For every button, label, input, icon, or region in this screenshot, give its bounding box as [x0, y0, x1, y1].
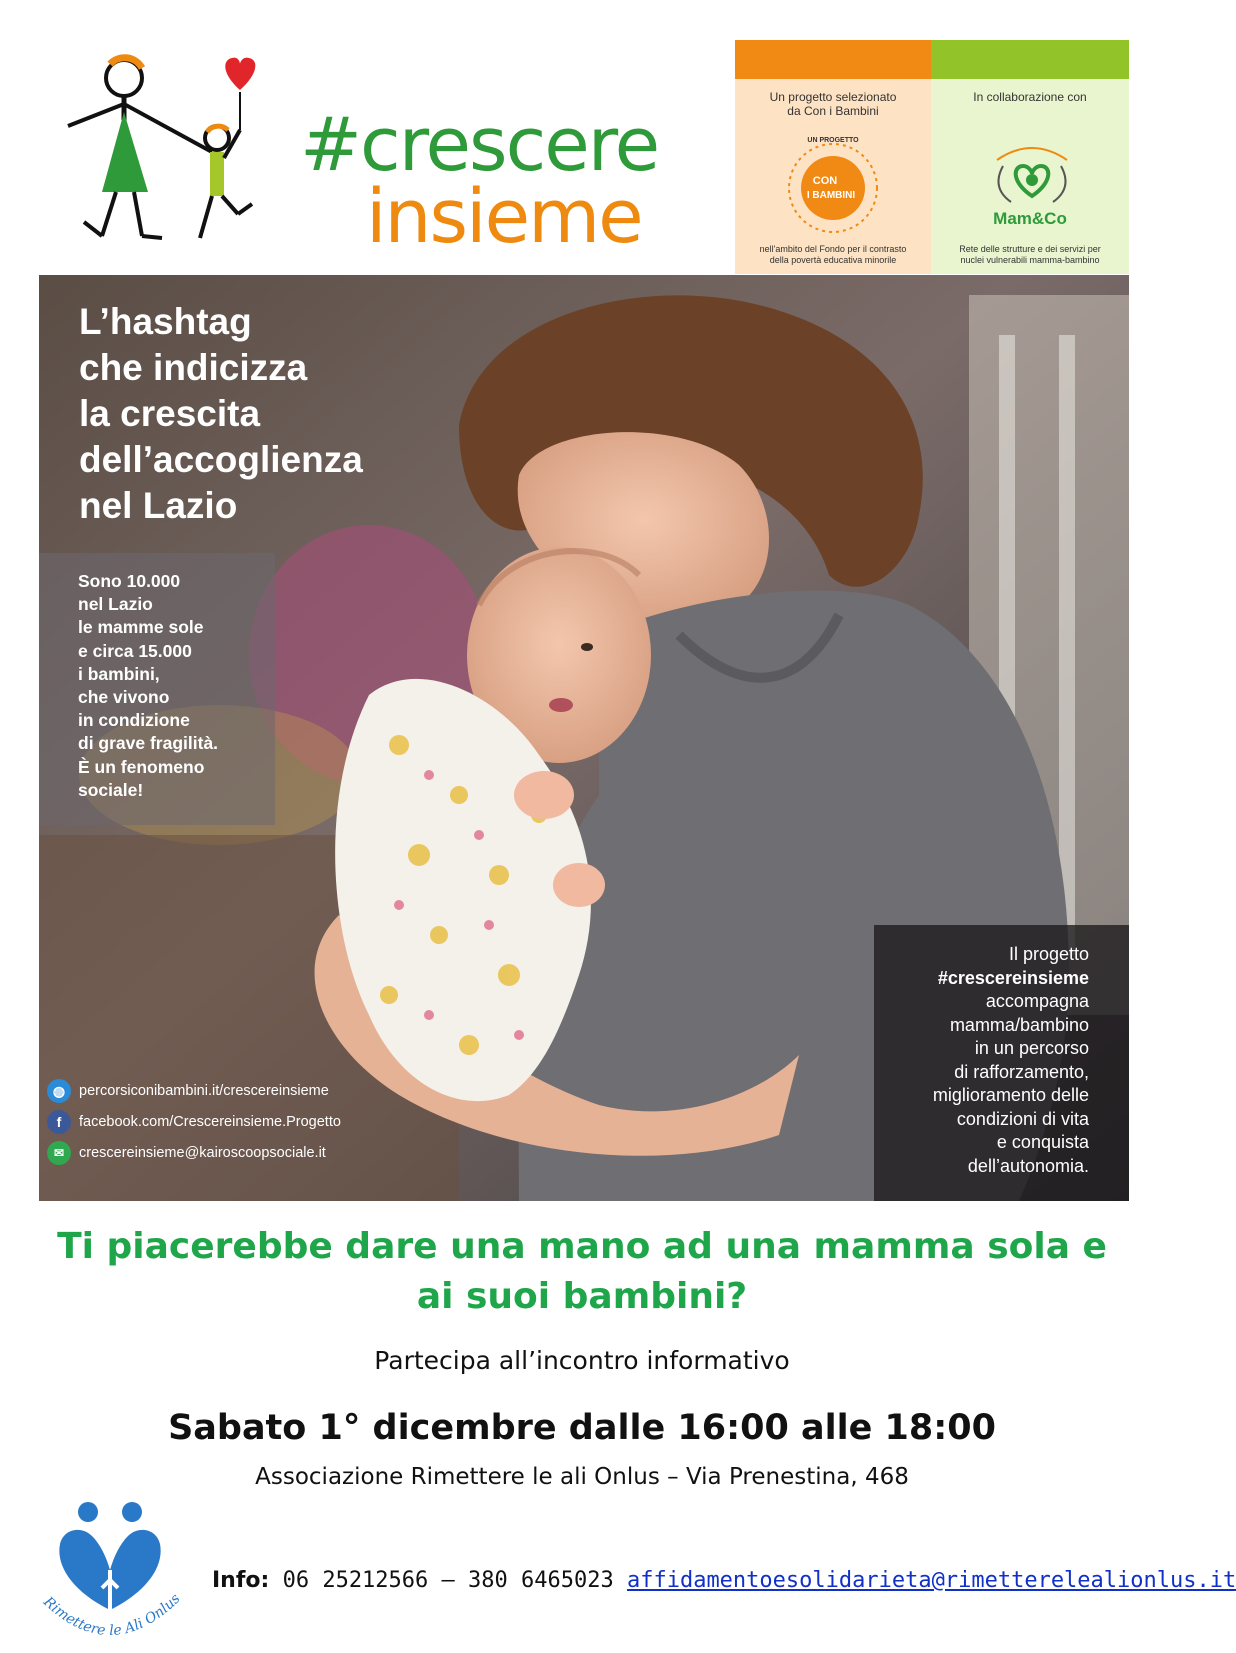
project-description: [849, 943, 1089, 1178]
crescere-insieme-figures-logo: [62, 52, 282, 262]
stats-text: Sono 10.000 nel Lazio le mamme sole e circa 15.000 i bambini, che vivono in condizione di grave fragilità. È un fenomeno sociale!: [78, 571, 219, 800]
mam-and-co-name: Mam&Co: [993, 209, 1067, 228]
project-line: miglioramento delle: [932, 1085, 1089, 1105]
headline-line: dell’accoglienza: [79, 439, 363, 480]
logo-line-2: insieme: [366, 174, 642, 260]
headline-line: la crescita: [79, 393, 261, 434]
project-line: e conquista: [996, 1132, 1089, 1152]
project-hashtag: #crescereinsieme: [937, 967, 1089, 988]
green-bar: [931, 40, 1129, 79]
event-date: Sabato 1° dicembre dalle 16:00 alle 18:00: [168, 1408, 996, 1448]
logo-line-1: #crescere: [300, 102, 659, 188]
info-email-link[interactable]: affidamentoesolidarieta@rimetterelealionlus.it: [626, 1568, 1236, 1593]
badge-main-2: I BAMBINI: [806, 190, 856, 201]
mail-icon: ✉: [47, 1141, 71, 1165]
ali-logo-text: Rimettere le Ali Onlus: [40, 1590, 184, 1640]
con-i-bambini-panel: [735, 40, 931, 274]
contact-website[interactable]: [47, 1077, 329, 1105]
mam-and-co-logo-icon: [987, 140, 1077, 210]
project-line: in un percorso: [974, 1038, 1089, 1058]
headline-line: L’hashtag: [79, 301, 252, 342]
event-address: [0, 1464, 1164, 1490]
project-line: dell’autonomia.: [967, 1155, 1089, 1176]
project-line: di rafforzamento,: [954, 1061, 1089, 1082]
headline-line: che indicizza: [79, 347, 308, 388]
project-line: accompagna: [985, 991, 1089, 1011]
contact-email-text: crescereinsieme@kairoscoopsociale.it: [79, 1145, 326, 1161]
rimettere-le-ali-logo: [30, 1500, 200, 1650]
info-label: Info:: [212, 1568, 270, 1593]
info-phones: 06 25212566 – 380 6465023: [269, 1568, 627, 1593]
badge-top-text: UN PROGETTO: [807, 137, 859, 144]
facebook-icon: f: [47, 1110, 71, 1134]
address-street: Via Prenestina, 468: [685, 1464, 909, 1490]
crescere-insieme-wordmark: [300, 102, 680, 260]
project-line: condizioni di vita: [956, 1108, 1089, 1129]
project-line: mamma/bambino: [949, 1014, 1089, 1035]
collaboration-caption: In collaborazione con: [973, 90, 1087, 104]
orange-bar: [735, 40, 931, 79]
contact-email[interactable]: [47, 1139, 326, 1167]
headline-line: nel Lazio: [79, 485, 238, 526]
mam-and-co-panel: [931, 40, 1129, 274]
project-line: Il progetto: [1008, 944, 1089, 964]
con-i-bambini-caption: Un progetto selezionato da Con i Bambini: [769, 90, 897, 118]
fondo-caption: nell'ambito del Fondo per il contrasto della povertà educativa minorile: [759, 244, 907, 265]
address-separator: –: [659, 1464, 686, 1490]
contact-facebook[interactable]: [47, 1108, 341, 1136]
contact-facebook-text: facebook.com/Crescereinsieme.Progetto: [79, 1114, 341, 1130]
address-organization: Associazione Rimettere le ali Onlus: [255, 1464, 660, 1490]
participate-line: Partecipa all’incontro informativo: [374, 1346, 790, 1375]
con-i-bambini-logo: [783, 128, 883, 258]
mam-and-co-caption: Rete delle strutture e dei servizi per nuclei vulnerabili mamma-bambino: [959, 244, 1101, 265]
contact-website-text: percorsiconibambini.it/crescereinsieme: [79, 1083, 329, 1099]
call-to-action-question: Ti piacerebbe dare una mano ad una mamma sola e ai suoi bambini?: [57, 1226, 1107, 1317]
mother-and-baby-photo: [39, 275, 1129, 1201]
info-line: [212, 1568, 1236, 1593]
photo-headline: [79, 299, 459, 529]
globe-icon: ◍: [47, 1079, 71, 1103]
badge-main-1: CON: [812, 175, 838, 187]
